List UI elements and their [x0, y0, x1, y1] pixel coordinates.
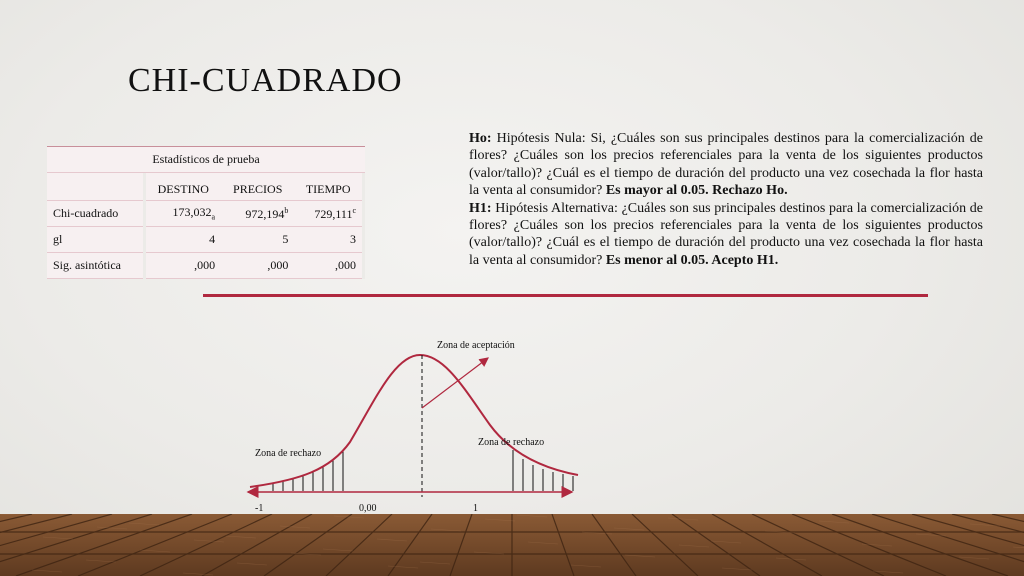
row-label: Chi-cuadrado [47, 201, 143, 227]
table-cell: 3 [294, 227, 362, 253]
slide-title: CHI-CUADRADO [128, 62, 403, 99]
rejection-hatch-right [513, 450, 573, 491]
row-label: Sig. asintótica [47, 253, 143, 279]
table-header-row [47, 173, 365, 201]
acceptance-zone-label: Zona de aceptación [437, 340, 515, 351]
acceptance-arrow [422, 358, 488, 408]
table-cell: ,000 [146, 253, 222, 279]
section-divider [203, 294, 928, 297]
axis-tick-zero: 0,00 [359, 503, 377, 514]
column-header-precios: PRECIOS [221, 173, 294, 201]
table-caption-row [47, 147, 365, 173]
rejection-zone-left-label: Zona de rechazo [255, 448, 322, 459]
table-row [47, 201, 365, 227]
h1-label: H1: [469, 200, 492, 216]
table-cell: 729,111$^c$ [294, 201, 362, 227]
axis-tick-one: 1 [473, 503, 478, 514]
rejection-zone-right-label: Zona de rechazo [478, 437, 545, 448]
axis-tick-minus-one: -1 [255, 503, 264, 514]
normal-distribution-diagram [240, 330, 590, 500]
column-header-destino: DESTINO [146, 173, 222, 201]
table-cell: ,000 [221, 253, 294, 279]
table-caption: Estadísticos de prueba [47, 147, 365, 173]
ho-text: Hipótesis Nula: Si, ¿Cuáles son sus principales destinos para la comercialización de flores? ¿Cuáles son los precios referenciales para la venta de los siguientes productos (valor/tallo)? ¿Cuál es el tiempo de duración del producto una vez cosechada la flor hasta la venta al consumidor? [469, 131, 983, 199]
table-cell: ,000 [294, 253, 362, 279]
ho-conclusion: Es mayor al 0.05. Rechazo Ho. [605, 183, 788, 199]
alternative-hypothesis [469, 200, 983, 270]
table-corner-cell [47, 173, 143, 201]
table-cell: 972,194$^b$ [221, 201, 294, 227]
table-cell: $173,032_a$ [146, 201, 222, 227]
bell-curve [250, 355, 578, 487]
null-hypothesis [469, 130, 983, 200]
h1-text: Hipótesis Alternativa: ¿Cuáles son sus principales destinos para la comercialización de flores? ¿Cuáles son los precios referenciales para la venta de los siguientes productos (valor/tallo)? ¿Cuál es el tiempo de duración del producto una vez cosechada la flor hasta la venta al consumidor? [469, 200, 983, 268]
row-label: gl [47, 227, 143, 253]
table-row [47, 253, 365, 279]
test-statistics-table [47, 146, 365, 279]
h1-conclusion: Es menor al 0.05. Acepto H1. [605, 252, 779, 268]
hypotheses-text [469, 130, 983, 269]
ho-label: Ho: [469, 131, 492, 146]
table-row [47, 227, 365, 253]
column-header-tiempo: TIEMPO [294, 173, 362, 201]
wood-floor-decoration [0, 514, 1024, 576]
table-cell: 4 [146, 227, 222, 253]
table-cell: 5 [221, 227, 294, 253]
